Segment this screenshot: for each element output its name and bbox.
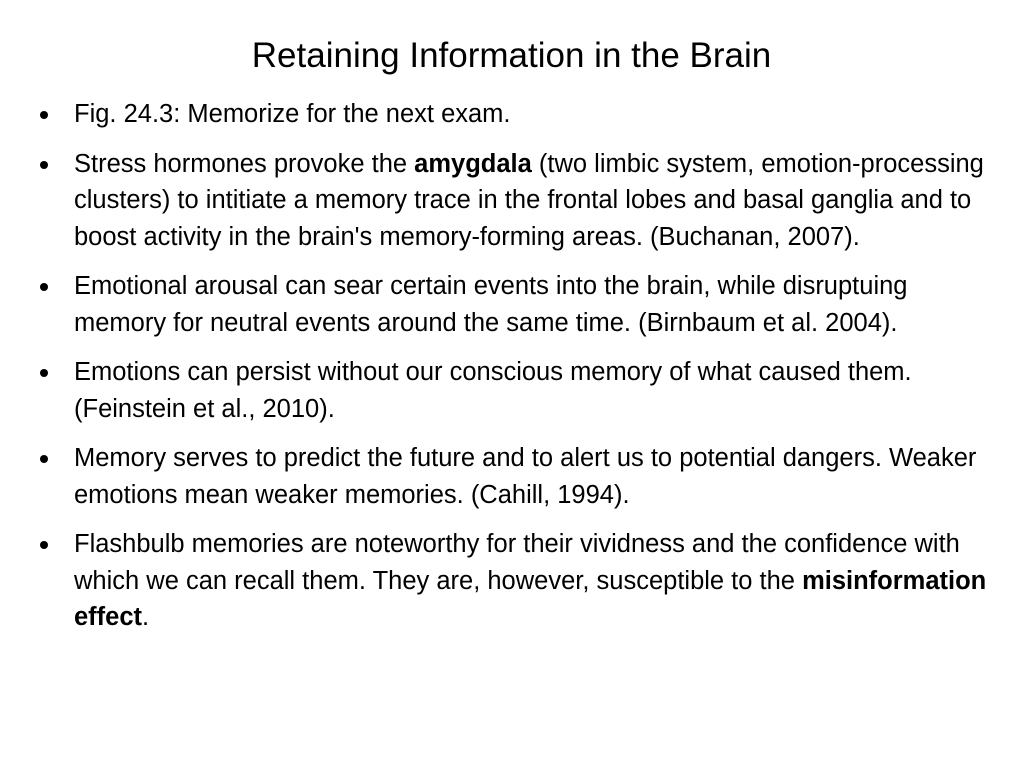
bullet-text-plain: (two limbic system, emotion-processing clusters) to intitiate a memory trace in the frontal lobes and basal ganglia and to boost activity in the brain's memory-forming areas. (Buchanan, 2007). xyxy=(74,149,984,251)
bullet-text-plain: Stress hormones provoke the xyxy=(74,149,415,178)
bullet-dot-icon xyxy=(40,283,48,291)
bullet-text-plain: Flashbulb memories are noteworthy for their vividness and the confidence with which we can recall them. They are, however, susceptible to the xyxy=(74,530,960,595)
bullet-item xyxy=(40,146,1000,256)
bullet-text-plain: Memory serves to predict the future and to alert us to potential dangers. Weaker emotions mean weaker memories. (Cahill, 1994). xyxy=(74,444,977,509)
bullet-text xyxy=(74,100,511,128)
bullet-item xyxy=(40,354,1000,427)
bullet-text-bold: misinformation effect xyxy=(74,566,987,631)
bullet-text-plain: Emotional arousal can sear certain events into the brain, while disruptuing memory for neutral events around the same time. (Birnbaum et al. 2004). xyxy=(74,272,908,337)
bullet-text xyxy=(74,150,984,251)
bullet-text-plain: Fig. 24.3: Memorize for the next exam. xyxy=(74,100,511,128)
bullet-dot-icon xyxy=(40,369,48,377)
bullet-item xyxy=(40,268,1000,341)
slide-title: Retaining Information in the Brain xyxy=(251,36,772,75)
bullet-item xyxy=(40,526,1000,636)
bullet-dot-icon xyxy=(40,161,48,169)
bullet-text xyxy=(74,530,986,631)
bullet-text-bold: amygdala xyxy=(414,149,532,178)
bullet-dot-icon xyxy=(40,111,48,119)
bullet-text-plain: . xyxy=(142,603,150,631)
bullet-item xyxy=(40,440,1000,513)
bullet-item xyxy=(40,96,1000,133)
bullet-text xyxy=(74,444,976,509)
bullet-dot-icon xyxy=(40,455,48,463)
bullet-text-plain: Emotions can persist without our conscious memory of what caused them. (Feinstein et al., 2010). xyxy=(74,358,912,423)
bullet-text xyxy=(74,272,907,337)
bullet-list xyxy=(40,96,1000,649)
bullet-dot-icon xyxy=(40,541,48,549)
bullet-text xyxy=(74,358,912,423)
